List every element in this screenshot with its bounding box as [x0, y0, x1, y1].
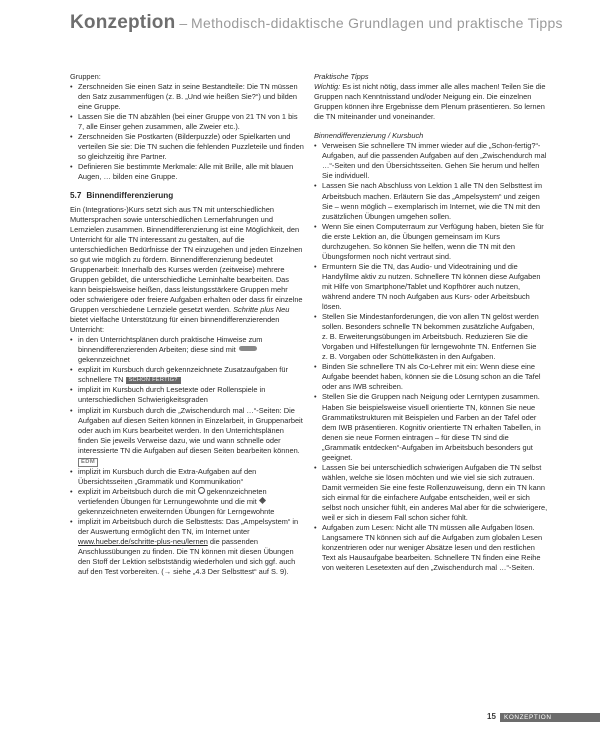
- section-heading: [70, 191, 304, 201]
- section-number: 5.7: [70, 190, 82, 200]
- section-label-bar: KONZEPTION: [500, 713, 600, 722]
- list-item: • Definieren Sie bestimmte Merkmale: Alle mit Brille, alle mit blauen Augen, … bilden eine Gruppe.: [70, 162, 304, 182]
- circle-icon: [198, 487, 205, 494]
- list-item: • implizit im Kursbuch durch die Extra-Aufgaben auf den Übersichtsseiten „Grammatik und Kommunikation“: [70, 467, 304, 487]
- diamond-icon: [259, 497, 266, 504]
- page-header: [70, 12, 590, 34]
- tips-heading: Praktische Tipps: [314, 72, 369, 81]
- list-item: • Stellen Sie Mindestanforderungen, die von allen TN gelöst werden sollen. Besonders schnelle TN bekommen zusätzliche Aufgaben, z. B. Erweiterungsübungen im Arbeitsbuch. Reduzieren Sie die Vorgaben und Hilfestellungen für lerngewohnte TN. Entfernen Sie z. B. Vorgaben oder Schüttelkästen in den Aufgaben.: [314, 312, 548, 362]
- list-item: • Stellen Sie die Gruppen nach Neigung oder Lerntypen zusammen. Haben Sie beispielsweise visuell orientierte TN, können Sie neue Grammatikstrukturen mit Beispielen und Farben an der Tafel oder dem IWB präsentieren. Kognitiv orientierte TN erhalten Tabellen, in denen sie neue Formen eintragen – für diese TN sind die „Grammatik entdecken“-Aufgaben im Arbeitsbuch besonders gut geeignet.: [314, 392, 548, 462]
- page-footer: [0, 712, 600, 722]
- title-dash: –: [175, 15, 192, 31]
- list-item: • Binden Sie schnellere TN als Co-Lehrer mit ein: Wenn diese eine Aufgabe beendet haben, können sie die Lösung schon an die Tafel oder ans IWB schreiben.: [314, 362, 548, 392]
- support-list: [70, 335, 304, 577]
- groups-list: [70, 82, 304, 182]
- schon-fertig-tag: SCHON FERTIG?: [126, 377, 181, 384]
- page-number: 15: [487, 712, 496, 721]
- list-item: • explizit im Kursbuch durch gekennzeichnete Zusatzaufgaben für schnellere TN SCHON FERTIG?: [70, 365, 304, 385]
- list-item: • in den Unterrichtsplänen durch praktische Hinweise zum binnendifferenzierenden Arbeiten; diese sind mit gekennzeichnet: [70, 335, 304, 365]
- tips-paragraph: Wichtig: Es ist nicht nötig, dass immer alle alles machen! Teilen Sie die Gruppen nach Kenntnisstand und/oder Neigung ein. Die einzelnen Gruppen können ihre Ergebnisse dem Plenum präsentieren. So lernen die TN miteinander und voneinander.: [314, 82, 546, 122]
- section-paragraph: Ein (Integrations-)Kurs setzt sich aus TN mit unterschiedlichen Muttersprachen sowie unterschiedlichen Lernerfahrungen und Lernzielen zusammen. Binnendifferenzierung ist eine Möglichkeit, den Unterricht für alle TN interessant zu gestalten, auf die unterschiedlichen Bedürfnisse der TN einzugehen und jeden Einzelnen so gut wie möglich zu fördern. Binnendifferenzierung bedeutet Gruppenarbeit: Innerhalb des Kurses werden (zeitweise) mehrere Gruppen gebildet, die unterschiedliche Lerninhalte bearbeiten. Das kann beispielsweise heißen, dass leistungsstärkere Gruppen mehr oder schwierigere oder freiere Aufgaben erhalten oder dass fir einzelne Gruppen verschiedene Lernziele gesetzt werden. Schritte plus Neu bietet vielfache Unterstützung für einen binnendifferenzierenden Unterricht:: [70, 204, 303, 335]
- list-item: • explizit im Arbeitsbuch durch die mit gekennzeichneten vertiefenden Übungen für Lernungewohnte und die mit gekennzeichneten erweiternden Übungen für Lerngewohnte: [70, 487, 304, 517]
- list-item: • implizit im Kursbuch durch Lesetexte oder Rollenspiele in unterschiedlichen Schwierigkeitsgraden: [70, 385, 304, 405]
- list-item: • Wenn Sie einen Computerraum zur Verfügung haben, bieten Sie für die erste Lektion an, die Übungen gemeinsam im Kurs durchzugehen. So können Sie helfen, wenn die TN mit den Übungsformen noch nicht vertraut sind.: [314, 222, 548, 262]
- left-column: [70, 72, 304, 577]
- groups-label: Gruppen:: [70, 72, 101, 81]
- list-item: • implizit im Kursbuch durch die „Zwischendurch mal …“-Seiten: Die Aufgaben auf diesen Seiten können in Einzelarbeit, in Gruppenarbeit oder auch im Kurs bearbeitet werden. In den Unterrichtsplänen finden Sie jeweils Verweise dazu, wie und wann schnelle oder interessierte TN die Aufgaben auf diesen Seiten bearbeiten können. EDM: [70, 406, 304, 467]
- sub-heading: Binnendifferenzierung / Kursbuch: [314, 131, 424, 141]
- list-item: • Verweisen Sie schnellere TN immer wieder auf die „Schon-fertig?“-Aufgaben, auf die passenden Aufgaben auf den „Zwischendurch mal …“-Seiten und den Übersichtsseiten. Gehen Sie herum und helfen Sie individuell.: [314, 141, 548, 181]
- chapter-subtitle: Methodisch-didaktische Grundlagen und praktische Tipps: [191, 15, 563, 31]
- list-item: • Ermuntern Sie die TN, das Audio- und Videotraining und die Handyfilme aktiv zu nutzen. Schnellere TN können diese Aufgaben mit Hilfe von Smartphone/Tablet und Kopfhörer auch nutzen, während andere TN noch Aufgaben aus Kurs- oder Arbeitsbuch lösen.: [314, 262, 548, 312]
- binnendifferenzierung-arrow-icon: [239, 346, 257, 351]
- chapter-title: Konzeption: [70, 12, 176, 33]
- tips-list: [314, 141, 548, 573]
- hueber-link[interactable]: www.hueber.de/schritte-plus-neu/lernen: [78, 537, 208, 547]
- list-item: • implizit im Arbeitsbuch durch die Selbsttests: Das „Ampelsystem“ in der Auswertung ermöglicht den TN, im Internet unter www.hueber.de/schritte-plus-neu/lernen die passenden Anschlussübungen zu finden. Die TN können mit diesen Übungen den Stoff der Lektion selbstständig wiederholen und sich ggf. auch auf den Test vorbereiten. (→ siehe „4.3 Der Selbsttest“ auf S. 9).: [70, 517, 304, 577]
- list-item: • Zerschneiden Sie einen Satz in seine Bestandteile: Die TN müssen den Satz zusammenfügen (z. B. „Und wie heißen Sie?“) und bilden eine Gruppe.: [70, 82, 304, 112]
- list-item: • Lassen Sie die TN abzählen (bei einer Gruppe von 21 TN von 1 bis 7, alle Einser gehen zusammen, alle Zweier etc.).: [70, 112, 304, 132]
- section-title: Binnendifferenzierung: [86, 190, 174, 200]
- list-item: • Aufgaben zum Lesen: Nicht alle TN müssen alle Aufgaben lösen. Langsamere TN können sich auf die Aufgaben zum globalen Lesen konzentrieren oder nur weniger Absätze lesen und den restlichen Text als Hausaufgabe bearbeiten. Schnellere TN finden eine Reihe von weiteren Lesetexten auf den „Zwischendurch mal …“-Seiten.: [314, 523, 548, 573]
- list-item: • Lassen Sie nach Abschluss von Lektion 1 alle TN den Selbsttest im Arbeitsbuch machen. Erläutern Sie das „Ampelsystem“ und zeigen Sie – wenn möglich – exemplarisch im Internet, wie die TN mit den zusätzlichen Übungen umgehen sollen.: [314, 181, 548, 221]
- list-item: • Lassen Sie bei unterschiedlich schwierigen Aufgaben die TN selbst wählen, welche sie lösen möchten und wie viel sie sich zutrauen. Damit vermeiden Sie eine feste Rollenzuweisung, denn ein TN kann sich einmal für die einfachere Aufgabe entscheiden, weil er sich selbst noch unsicher fühlt, ein anderes Mal aber für die schwierigere, weil er sich in diesem Fall schon sicher fühlt.: [314, 463, 548, 523]
- list-item: • Zerschneiden Sie Postkarten (Bilderpuzzle) oder Spielkarten und verteilen Sie sie: Die TN suchen die fehlenden Puzzleteile und finden so gleichzeitig ihre Partner.: [70, 132, 304, 162]
- tips-important-label: Wichtig:: [314, 82, 341, 92]
- brand-name: Schritte plus Neu: [233, 305, 290, 315]
- right-column: [314, 72, 548, 573]
- edm-stamp: EDM: [78, 458, 98, 467]
